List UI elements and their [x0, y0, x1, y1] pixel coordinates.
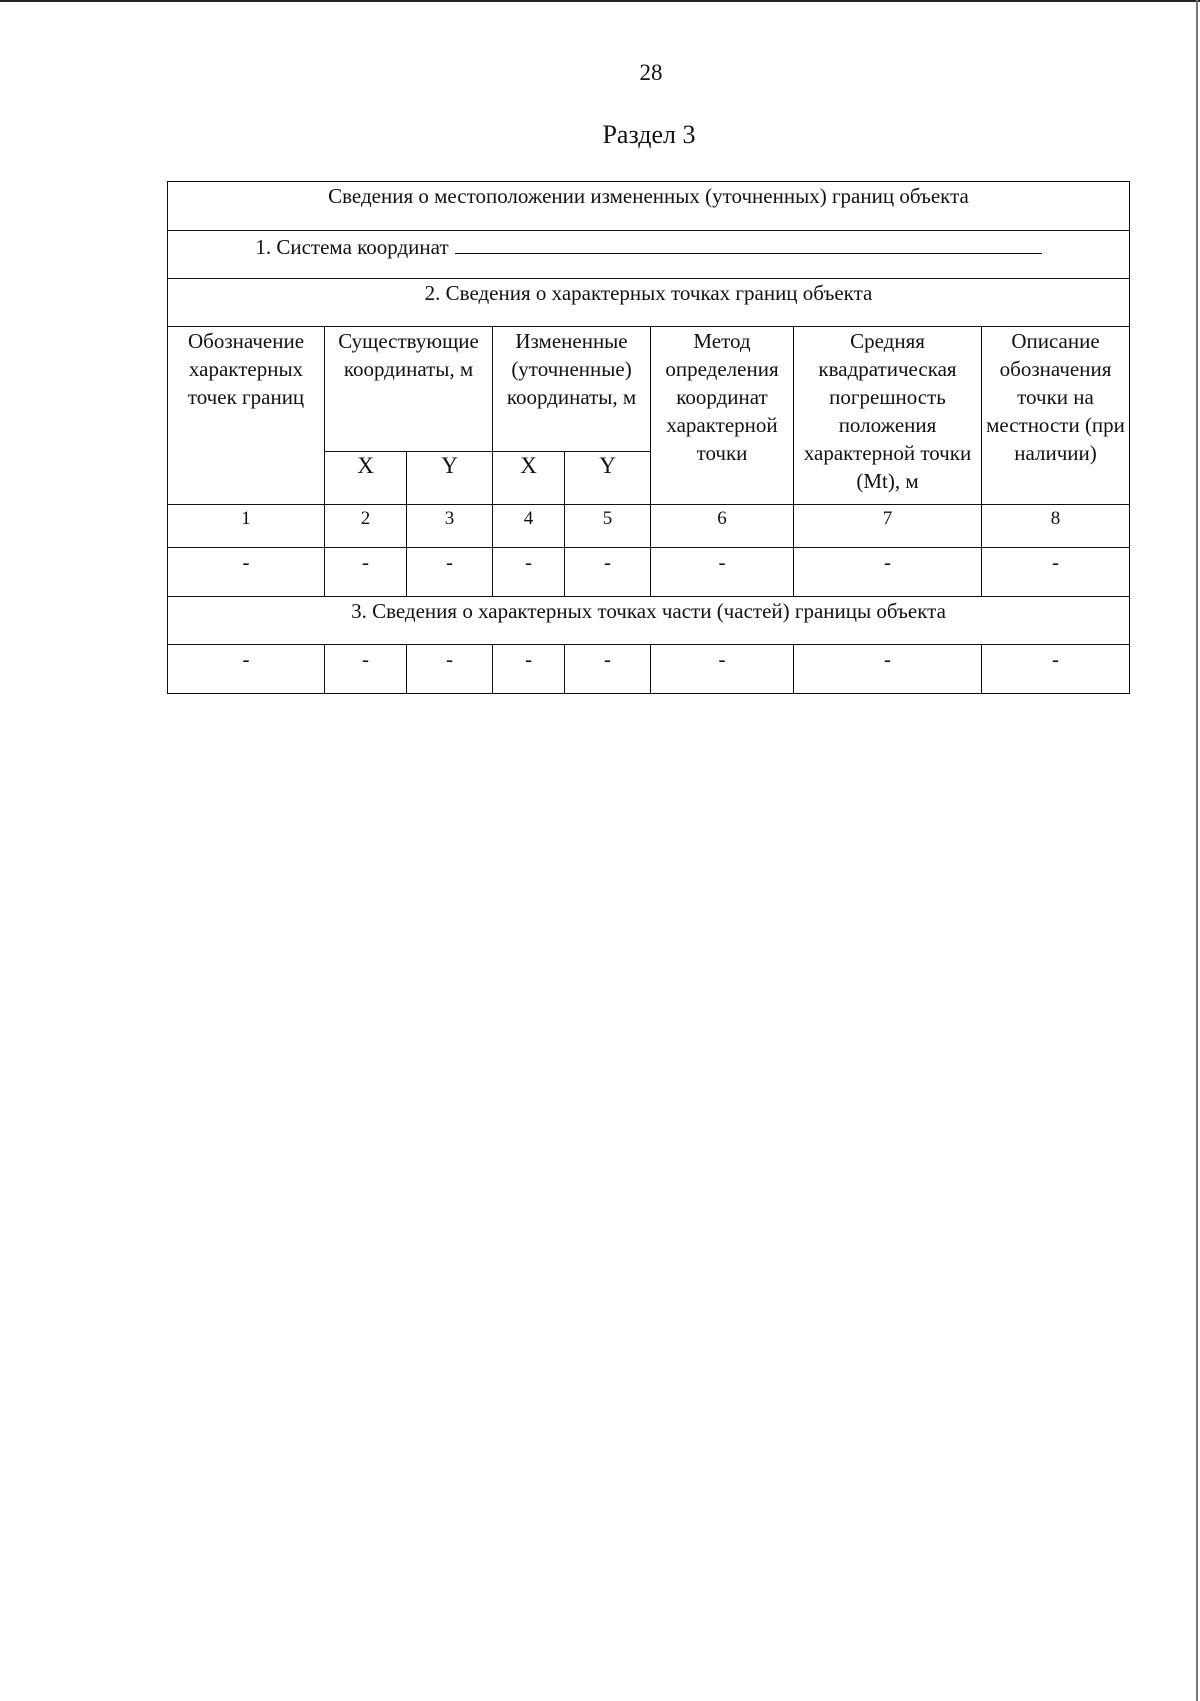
coordinate-system-blank-line [455, 231, 1042, 254]
table-cell: - [325, 645, 407, 694]
column-number: 7 [794, 505, 982, 548]
table-cell: - [325, 548, 407, 597]
header-changed-x: X [493, 452, 565, 505]
header-point-designation: Обозначение характерных точек границ [168, 327, 325, 505]
header-changed-coordinates: Измененные (уточненные) координаты, м [493, 327, 651, 452]
header-method: Метод определения координат характерной точки [651, 327, 794, 505]
column-number: 5 [565, 505, 651, 548]
coordinate-system-row [168, 231, 1130, 279]
page-number: 28 [639, 60, 663, 85]
table-cell: - [794, 548, 982, 597]
boundary-table [167, 181, 1130, 694]
table-cell: - [407, 548, 493, 597]
table-cell: - [982, 645, 1130, 694]
column-number: 3 [407, 505, 493, 548]
table-cell: - [651, 548, 794, 597]
column-number: 2 [325, 505, 407, 548]
table-cell: - [565, 548, 651, 597]
table-cell: - [168, 548, 325, 597]
header-existing-coordinates: Существующие координаты, м [325, 327, 493, 452]
section-title: Раздел 3 [602, 120, 696, 149]
column-number: 6 [651, 505, 794, 548]
header-mean-square-error: Средняя квадратическая погрешность положения характерной точки (Mt), м [794, 327, 982, 505]
table-cell: - [168, 645, 325, 694]
header-existing-y: Y [407, 452, 493, 505]
header-point-description: Описание обозначения точки на местности (при наличии) [982, 327, 1130, 505]
column-number: 8 [982, 505, 1130, 548]
part-boundary-points-heading: 3. Сведения о характерных точках части (частей) границы объекта [168, 597, 1130, 645]
header-existing-x: X [325, 452, 407, 505]
coordinate-system-label: 1. Система координат [255, 235, 449, 259]
table-title: Сведения о местоположении измененных (уточненных) границ объекта [168, 182, 1130, 231]
table-cell: - [982, 548, 1130, 597]
page-edge-top [0, 0, 1200, 2]
table-cell: - [565, 645, 651, 694]
page-edge-right [1196, 0, 1198, 1701]
header-changed-y: Y [565, 452, 651, 505]
table-cell: - [651, 645, 794, 694]
table-cell: - [493, 548, 565, 597]
table-cell: - [493, 645, 565, 694]
column-number: 4 [493, 505, 565, 548]
column-number: 1 [168, 505, 325, 548]
boundary-points-heading: 2. Сведения о характерных точках границ объекта [168, 279, 1130, 327]
table-cell: - [407, 645, 493, 694]
table-cell: - [794, 645, 982, 694]
